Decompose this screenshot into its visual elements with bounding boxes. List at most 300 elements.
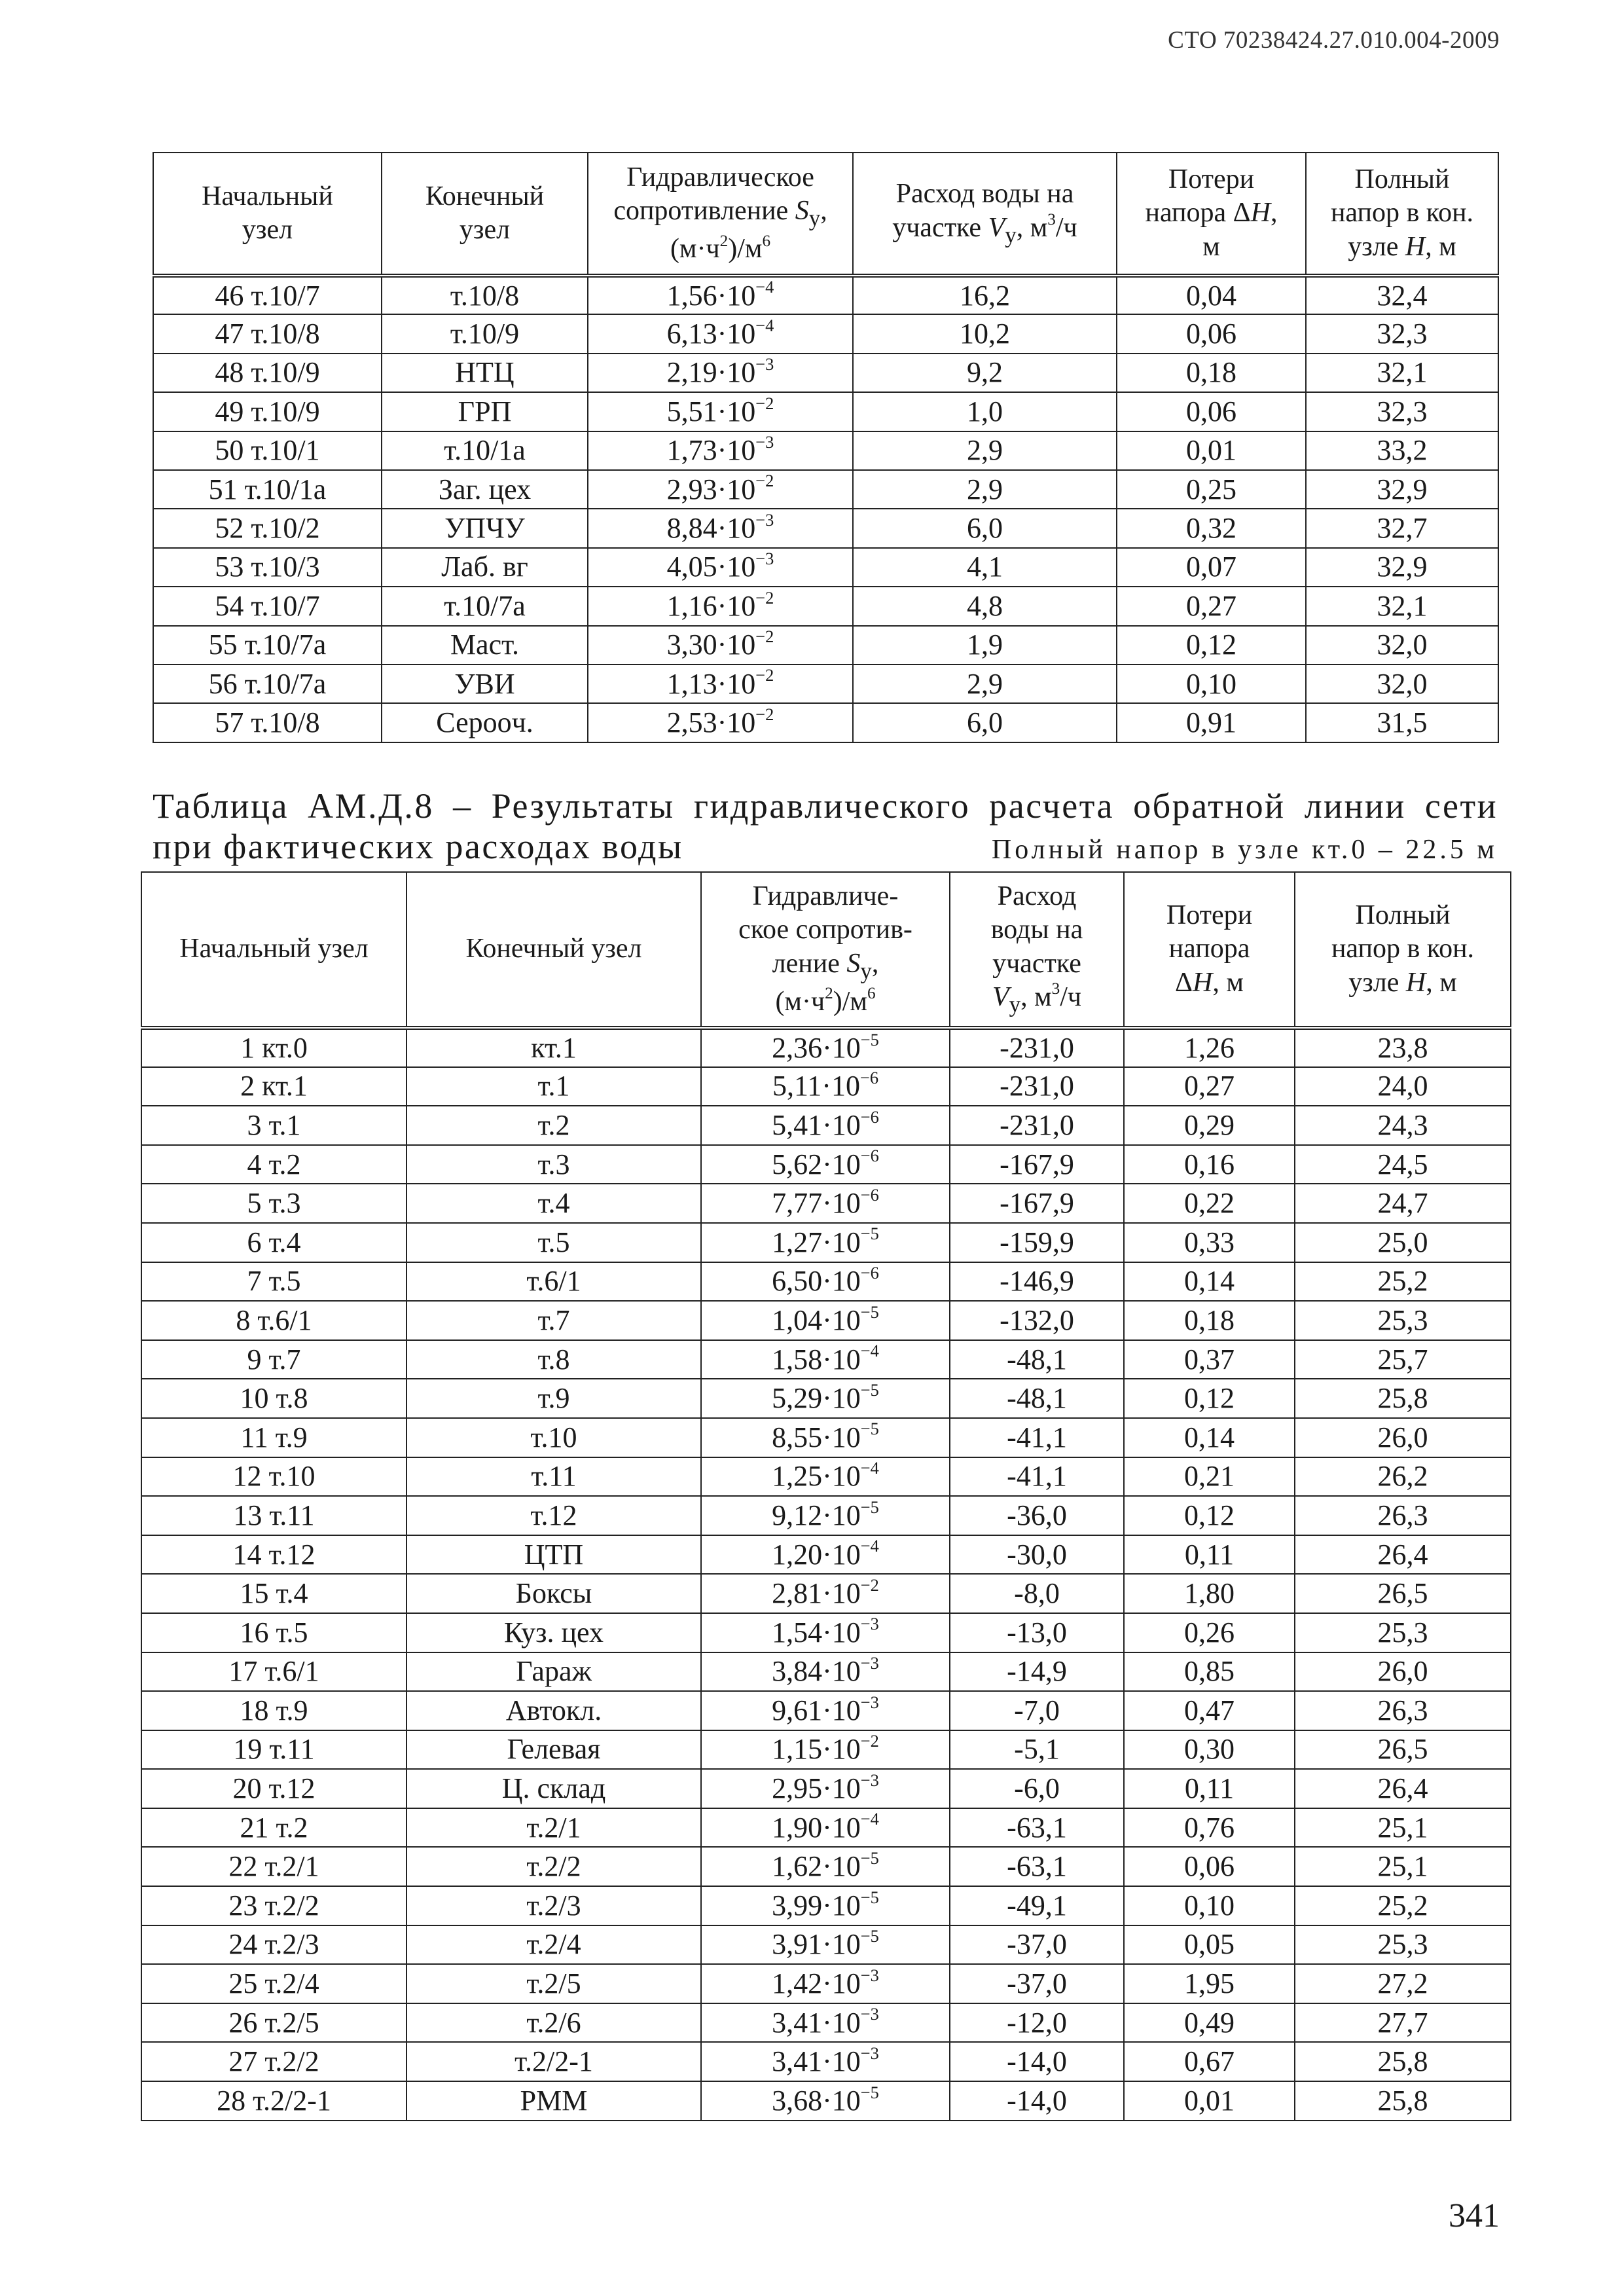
- resistance-mantissa: 2,81·10: [772, 1577, 861, 1610]
- table-row: [141, 1808, 1511, 1848]
- table-row: [141, 1340, 1511, 1379]
- cell-resistance: [701, 1067, 950, 1106]
- cell-start-node: 6 т.4: [141, 1223, 406, 1262]
- resistance-exponent: −5: [860, 1497, 879, 1517]
- cell-resistance: [588, 665, 853, 703]
- cell-start-node: 3 т.1: [141, 1106, 406, 1145]
- table-row: [153, 314, 1498, 353]
- cell-start-node: 12 т.10: [141, 1457, 406, 1497]
- cell-end-node: т.5: [406, 1223, 701, 1262]
- caption-word: –: [453, 786, 473, 826]
- cell-end-node: Куз. цех: [406, 1613, 701, 1652]
- cell-resistance: [588, 509, 853, 547]
- cell-end-node: УПЧУ: [382, 509, 588, 547]
- cell-head-loss: 0,11: [1124, 1535, 1295, 1575]
- cell-resistance: [588, 587, 853, 625]
- resistance-exponent: −2: [860, 1731, 879, 1751]
- resistance-exponent: −6: [860, 1263, 879, 1283]
- cell-start-node: 50 т.10/1: [153, 431, 382, 470]
- cell-full-head: 27,2: [1295, 1964, 1511, 2003]
- cell-start-node: 7 т.5: [141, 1262, 406, 1302]
- cell-full-head: 32,4: [1306, 276, 1498, 314]
- cell-full-head: 32,0: [1306, 665, 1498, 703]
- resistance-mantissa: 9,12·10: [772, 1499, 861, 1531]
- cell-resistance: [701, 1223, 950, 1262]
- cell-end-node: кт.1: [406, 1028, 701, 1067]
- cell-head-loss: 0,47: [1124, 1691, 1295, 1730]
- cell-flow: -231,0: [950, 1106, 1124, 1145]
- cell-flow: 10,2: [853, 314, 1117, 353]
- cell-resistance: [701, 1535, 950, 1575]
- resistance-mantissa: 6,50·10: [772, 1265, 861, 1298]
- table-row: [141, 1028, 1511, 1067]
- cell-head-loss: 0,06: [1117, 314, 1306, 353]
- cell-start-node: 23 т.2/2: [141, 1886, 406, 1925]
- cell-head-loss: 0,21: [1124, 1457, 1295, 1497]
- cell-full-head: 23,8: [1295, 1028, 1511, 1067]
- cell-flow: -63,1: [950, 1847, 1124, 1886]
- table-row: [153, 470, 1498, 509]
- table-row: [141, 1067, 1511, 1106]
- cell-flow: -231,0: [950, 1067, 1124, 1106]
- cell-head-loss: 0,05: [1124, 1925, 1295, 1965]
- cell-flow: -37,0: [950, 1964, 1124, 2003]
- resistance-exponent: −2: [860, 1575, 879, 1595]
- cell-start-node: 15 т.4: [141, 1574, 406, 1613]
- caption-head-note: Полный напор в узле кт.0 – 22.5 м: [991, 835, 1498, 866]
- cell-start-node: 1 кт.0: [141, 1028, 406, 1067]
- resistance-mantissa: 2,36·10: [772, 1031, 861, 1064]
- resistance-exponent: −5: [860, 1224, 879, 1244]
- cell-full-head: 32,1: [1306, 587, 1498, 625]
- cell-resistance: [588, 626, 853, 665]
- cell-start-node: 52 т.10/2: [153, 509, 382, 547]
- resistance-exponent: −3: [860, 1770, 879, 1790]
- cell-end-node: т.2/4: [406, 1925, 701, 1965]
- cell-flow: 16,2: [853, 276, 1117, 314]
- resistance-mantissa: 8,84·10: [666, 512, 756, 545]
- cell-full-head: 26,0: [1295, 1652, 1511, 1692]
- resistance-mantissa: 3,91·10: [772, 1928, 861, 1961]
- cell-start-node: 56 т.10/7а: [153, 665, 382, 703]
- cell-head-loss: 0,26: [1124, 1613, 1295, 1652]
- cell-head-loss: 0,12: [1117, 626, 1306, 665]
- cell-resistance: [588, 314, 853, 353]
- cell-start-node: 17 т.6/1: [141, 1652, 406, 1692]
- cell-end-node: т.7: [406, 1301, 701, 1340]
- cell-head-loss: 0,06: [1124, 1847, 1295, 1886]
- resistance-exponent: −3: [755, 509, 774, 530]
- cell-flow: 6,0: [853, 703, 1117, 742]
- resistance-mantissa: 1,73·10: [666, 434, 756, 467]
- cell-start-node: 24 т.2/3: [141, 1925, 406, 1965]
- cell-end-node: т.2/1: [406, 1808, 701, 1848]
- cell-head-loss: 0,29: [1124, 1106, 1295, 1145]
- cell-head-loss: 0,14: [1124, 1262, 1295, 1302]
- resistance-exponent: −5: [860, 1302, 879, 1322]
- cell-head-loss: 0,10: [1124, 1886, 1295, 1925]
- resistance-mantissa: 2,53·10: [666, 706, 756, 738]
- resistance-exponent: −6: [860, 1184, 879, 1205]
- table-row: [141, 1769, 1511, 1808]
- cell-full-head: 25,7: [1295, 1340, 1511, 1379]
- resistance-exponent: −5: [860, 1887, 879, 1907]
- cell-head-loss: 0,11: [1124, 1769, 1295, 1808]
- cell-start-node: 25 т.2/4: [141, 1964, 406, 2003]
- cell-flow: -13,0: [950, 1613, 1124, 1652]
- resistance-mantissa: 1,04·10: [772, 1303, 861, 1336]
- resistance-exponent: −2: [755, 626, 774, 646]
- cell-end-node: Автокл.: [406, 1691, 701, 1730]
- cell-resistance: [701, 1301, 950, 1340]
- cell-full-head: 24,7: [1295, 1184, 1511, 1223]
- col-start-node: Начальный узел: [153, 153, 382, 276]
- cell-resistance: [588, 470, 853, 509]
- cell-resistance: [701, 1808, 950, 1848]
- cell-start-node: 53 т.10/3: [153, 548, 382, 587]
- table-row: [141, 1574, 1511, 1613]
- cell-flow: -159,9: [950, 1223, 1124, 1262]
- cell-resistance: [701, 1379, 950, 1418]
- col-resistance: Гидравлическое сопротивление $S_у$, $(м\cdot ч^2)/м^6$: [588, 153, 853, 276]
- resistance-mantissa: 3,41·10: [772, 2006, 861, 2039]
- table-row: [141, 1418, 1511, 1457]
- resistance-exponent: −4: [755, 315, 774, 335]
- cell-flow: 4,8: [853, 587, 1117, 625]
- table-row: [153, 431, 1498, 470]
- cell-end-node: т.6/1: [406, 1262, 701, 1302]
- cell-head-loss: 0,76: [1124, 1808, 1295, 1848]
- cell-flow: -14,9: [950, 1652, 1124, 1692]
- cell-full-head: 32,9: [1306, 470, 1498, 509]
- cell-end-node: т.2/5: [406, 1964, 701, 2003]
- cell-start-node: 2 кт.1: [141, 1067, 406, 1106]
- table-row: [141, 1652, 1511, 1692]
- cell-head-loss: 0,06: [1117, 392, 1306, 431]
- resistance-exponent: −5: [860, 1029, 879, 1049]
- cell-end-node: Боксы: [406, 1574, 701, 1613]
- resistance-mantissa: 3,99·10: [772, 1889, 861, 1922]
- cell-full-head: 24,5: [1295, 1145, 1511, 1184]
- cell-head-loss: 0,27: [1117, 587, 1306, 625]
- cell-start-node: 20 т.12: [141, 1769, 406, 1808]
- cell-start-node: 47 т.10/8: [153, 314, 382, 353]
- cell-end-node: т.2/3: [406, 1886, 701, 1925]
- resistance-mantissa: 5,29·10: [772, 1382, 861, 1415]
- table-row: [153, 587, 1498, 625]
- cell-head-loss: 0,14: [1124, 1418, 1295, 1457]
- col-head-loss: Потери напора ΔH, м: [1124, 872, 1295, 1028]
- cell-end-node: Лаб. вг: [382, 548, 588, 587]
- cell-flow: 2,9: [853, 470, 1117, 509]
- table-row: [141, 1925, 1511, 1965]
- return-line-table: [141, 871, 1511, 2121]
- resistance-mantissa: 1,15·10: [772, 1733, 861, 1766]
- cell-full-head: 26,4: [1295, 1769, 1511, 1808]
- table-row: [141, 1847, 1511, 1886]
- cell-end-node: т.2/2: [406, 1847, 701, 1886]
- table-row: [141, 2042, 1511, 2081]
- cell-full-head: 26,2: [1295, 1457, 1511, 1497]
- cell-flow: -49,1: [950, 1886, 1124, 1925]
- caption-title: [153, 786, 1498, 826]
- cell-flow: -146,9: [950, 1262, 1124, 1302]
- resistance-mantissa: 1,62·10: [772, 1850, 861, 1883]
- cell-resistance: [588, 703, 853, 742]
- cell-head-loss: 0,16: [1124, 1145, 1295, 1184]
- caption-word: Таблица: [153, 786, 289, 826]
- cell-resistance: [588, 392, 853, 431]
- caption-word: расчета: [989, 786, 1115, 826]
- cell-start-node: 19 т.11: [141, 1730, 406, 1770]
- col-full-head: Полный напор в кон. узле H, м: [1306, 153, 1498, 276]
- cell-full-head: 26,5: [1295, 1574, 1511, 1613]
- resistance-exponent: −4: [860, 1341, 879, 1361]
- cell-flow: -167,9: [950, 1184, 1124, 1223]
- table-row: [141, 1145, 1511, 1184]
- cell-flow: -6,0: [950, 1769, 1124, 1808]
- cell-start-node: 4 т.2: [141, 1145, 406, 1184]
- cell-resistance: [701, 1457, 950, 1497]
- table-row: [141, 1379, 1511, 1418]
- resistance-mantissa: 5,41·10: [772, 1108, 861, 1141]
- table-row: [141, 1964, 1511, 2003]
- cell-flow: -231,0: [950, 1028, 1124, 1067]
- cell-full-head: 25,8: [1295, 1379, 1511, 1418]
- cell-head-loss: 0,37: [1124, 1340, 1295, 1379]
- resistance-mantissa: 1,58·10: [772, 1343, 861, 1376]
- cell-head-loss: 0,04: [1117, 276, 1306, 314]
- cell-end-node: т.3: [406, 1145, 701, 1184]
- cell-full-head: 32,7: [1306, 509, 1498, 547]
- cell-head-loss: 0,25: [1117, 470, 1306, 509]
- table-row: [153, 354, 1498, 392]
- cell-head-loss: 0,85: [1124, 1652, 1295, 1692]
- resistance-exponent: −3: [755, 549, 774, 569]
- cell-end-node: т.2: [406, 1106, 701, 1145]
- cell-flow: -14,0: [950, 2081, 1124, 2121]
- table-row: [153, 548, 1498, 587]
- caption-word: обратной: [1133, 786, 1286, 826]
- cell-flow: -132,0: [950, 1301, 1124, 1340]
- resistance-mantissa: 1,27·10: [772, 1226, 861, 1258]
- cell-end-node: т.10/8: [382, 276, 588, 314]
- cell-head-loss: 0,12: [1124, 1379, 1295, 1418]
- cell-flow: 6,0: [853, 509, 1117, 547]
- cell-resistance: [701, 1886, 950, 1925]
- cell-end-node: т.1: [406, 1067, 701, 1106]
- cell-head-loss: 0,32: [1117, 509, 1306, 547]
- cell-flow: 2,9: [853, 665, 1117, 703]
- cell-start-node: 10 т.8: [141, 1379, 406, 1418]
- cell-head-loss: 0,18: [1117, 354, 1306, 392]
- cell-full-head: 27,7: [1295, 2003, 1511, 2043]
- resistance-exponent: −3: [755, 431, 774, 452]
- resistance-mantissa: 3,41·10: [772, 2045, 861, 2078]
- resistance-exponent: −6: [860, 1106, 879, 1127]
- cell-resistance: [701, 1574, 950, 1613]
- cell-end-node: т.2/6: [406, 2003, 701, 2043]
- caption-word: сети: [1424, 786, 1498, 826]
- cell-start-node: 48 т.10/9: [153, 354, 382, 392]
- resistance-mantissa: 9,61·10: [772, 1694, 861, 1726]
- cell-head-loss: 1,80: [1124, 1574, 1295, 1613]
- cell-end-node: т.2/2-1: [406, 2042, 701, 2081]
- cell-start-node: 51 т.10/1а: [153, 470, 382, 509]
- cell-start-node: 18 т.9: [141, 1691, 406, 1730]
- cell-end-node: т.9: [406, 1379, 701, 1418]
- resistance-mantissa: 1,16·10: [666, 589, 756, 622]
- cell-flow: 9,2: [853, 354, 1117, 392]
- caption-word: линии: [1304, 786, 1406, 826]
- cell-end-node: Гелевая: [406, 1730, 701, 1770]
- cell-flow: 4,1: [853, 548, 1117, 587]
- cell-resistance: [701, 1145, 950, 1184]
- resistance-exponent: −2: [755, 665, 774, 685]
- cell-end-node: ГРП: [382, 392, 588, 431]
- cell-head-loss: 0,01: [1117, 431, 1306, 470]
- cell-start-node: 57 т.10/8: [153, 703, 382, 742]
- cell-resistance: [588, 431, 853, 470]
- cell-flow: -41,1: [950, 1457, 1124, 1497]
- cell-full-head: 26,3: [1295, 1496, 1511, 1535]
- cell-head-loss: 0,30: [1124, 1730, 1295, 1770]
- cell-flow: 1,9: [853, 626, 1117, 665]
- cell-full-head: 24,0: [1295, 1067, 1511, 1106]
- resistance-exponent: −4: [755, 277, 774, 297]
- cell-full-head: 26,3: [1295, 1691, 1511, 1730]
- cell-full-head: 25,3: [1295, 1613, 1511, 1652]
- col-head-loss: Потери напора ΔH, м: [1117, 153, 1306, 276]
- cell-resistance: [701, 1262, 950, 1302]
- cell-resistance: [701, 2081, 950, 2121]
- cell-full-head: 24,3: [1295, 1106, 1511, 1145]
- cell-flow: -41,1: [950, 1418, 1124, 1457]
- resistance-exponent: −3: [860, 1692, 879, 1712]
- cell-full-head: 32,3: [1306, 392, 1498, 431]
- resistance-exponent: −6: [860, 1146, 879, 1166]
- cell-start-node: 14 т.12: [141, 1535, 406, 1575]
- cell-flow: -63,1: [950, 1808, 1124, 1848]
- cell-full-head: 32,0: [1306, 626, 1498, 665]
- cell-start-node: 13 т.11: [141, 1496, 406, 1535]
- cell-flow: -48,1: [950, 1379, 1124, 1418]
- cell-full-head: 31,5: [1306, 703, 1498, 742]
- document-code: СТО 70238424.27.010.004-2009: [1168, 27, 1500, 54]
- cell-flow: -37,0: [950, 1925, 1124, 1965]
- cell-end-node: т.8: [406, 1340, 701, 1379]
- cell-flow: -5,1: [950, 1730, 1124, 1770]
- col-end-node: Конечный узел: [382, 153, 588, 276]
- resistance-mantissa: 4,05·10: [666, 551, 756, 583]
- table-row: [141, 1730, 1511, 1770]
- cell-resistance: [588, 354, 853, 392]
- cell-end-node: т.10/9: [382, 314, 588, 353]
- cell-resistance: [701, 1769, 950, 1808]
- cell-start-node: 5 т.3: [141, 1184, 406, 1223]
- resistance-mantissa: 1,54·10: [772, 1616, 861, 1649]
- cell-end-node: РММ: [406, 2081, 701, 2121]
- caption-word: АМ.Д.8: [308, 786, 434, 826]
- cell-start-node: 28 т.2/2-1: [141, 2081, 406, 2121]
- cell-resistance: [701, 1652, 950, 1692]
- cell-flow: -48,1: [950, 1340, 1124, 1379]
- resistance-mantissa: 1,42·10: [772, 1967, 861, 2000]
- table-row: [153, 392, 1498, 431]
- cell-full-head: 25,8: [1295, 2081, 1511, 2121]
- cell-resistance: [701, 2003, 950, 2043]
- cell-head-loss: 0,01: [1124, 2081, 1295, 2121]
- cell-resistance: [701, 1691, 950, 1730]
- cell-full-head: 26,0: [1295, 1418, 1511, 1457]
- table-row: [141, 1886, 1511, 1925]
- resistance-mantissa: 3,68·10: [772, 2084, 861, 2117]
- cell-resistance: [701, 1184, 950, 1223]
- cell-start-node: 26 т.2/5: [141, 2003, 406, 2043]
- cell-full-head: 32,3: [1306, 314, 1498, 353]
- col-end-node: Конечный узел: [406, 872, 701, 1028]
- cell-start-node: 22 т.2/1: [141, 1847, 406, 1886]
- resistance-mantissa: 6,13·10: [666, 318, 756, 350]
- cell-full-head: 26,5: [1295, 1730, 1511, 1770]
- hydraulic-table-continued: [153, 152, 1499, 743]
- table-row: [141, 2003, 1511, 2043]
- cell-full-head: 25,3: [1295, 1925, 1511, 1965]
- cell-end-node: т.11: [406, 1457, 701, 1497]
- cell-end-node: т.12: [406, 1496, 701, 1535]
- cell-head-loss: 1,26: [1124, 1028, 1295, 1067]
- cell-resistance: [701, 2042, 950, 2081]
- col-flow: Расход воды на участке $V_у$, $м^3/ч$: [853, 153, 1117, 276]
- cell-end-node: Заг. цех: [382, 470, 588, 509]
- cell-end-node: т.10: [406, 1418, 701, 1457]
- resistance-exponent: −3: [860, 2043, 879, 2063]
- cell-head-loss: 0,49: [1124, 2003, 1295, 2043]
- cell-end-node: ЦТП: [406, 1535, 701, 1575]
- cell-flow: -7,0: [950, 1691, 1124, 1730]
- table-row: [153, 276, 1498, 314]
- table-row: [141, 2081, 1511, 2121]
- cell-head-loss: 0,27: [1124, 1067, 1295, 1106]
- resistance-exponent: −2: [755, 587, 774, 608]
- caption-word: Результаты: [491, 786, 675, 826]
- cell-start-node: 16 т.5: [141, 1613, 406, 1652]
- resistance-mantissa: 5,11·10: [772, 1070, 860, 1102]
- resistance-exponent: −3: [860, 1614, 879, 1634]
- cell-end-node: Ц. склад: [406, 1769, 701, 1808]
- resistance-mantissa: 7,77·10: [772, 1187, 861, 1220]
- caption-subtitle: при фактических расходах воды: [153, 827, 683, 867]
- cell-start-node: 27 т.2/2: [141, 2042, 406, 2081]
- cell-resistance: [701, 1730, 950, 1770]
- resistance-mantissa: 2,93·10: [666, 473, 756, 505]
- cell-full-head: 25,3: [1295, 1301, 1511, 1340]
- table-row: [141, 1691, 1511, 1730]
- table-row: [153, 665, 1498, 703]
- cell-start-node: 55 т.10/7а: [153, 626, 382, 665]
- resistance-exponent: −5: [860, 1419, 879, 1439]
- resistance-mantissa: 5,51·10: [666, 395, 756, 428]
- cell-resistance: [701, 1106, 950, 1145]
- cell-end-node: т.10/7а: [382, 587, 588, 625]
- resistance-mantissa: 1,56·10: [666, 279, 756, 312]
- resistance-exponent: −5: [860, 2082, 879, 2102]
- cell-resistance: [701, 1613, 950, 1652]
- resistance-exponent: −3: [860, 1965, 879, 1985]
- resistance-mantissa: 1,90·10: [772, 1811, 861, 1844]
- col-start-node: Начальный узел: [141, 872, 406, 1028]
- cell-head-loss: 1,95: [1124, 1964, 1295, 2003]
